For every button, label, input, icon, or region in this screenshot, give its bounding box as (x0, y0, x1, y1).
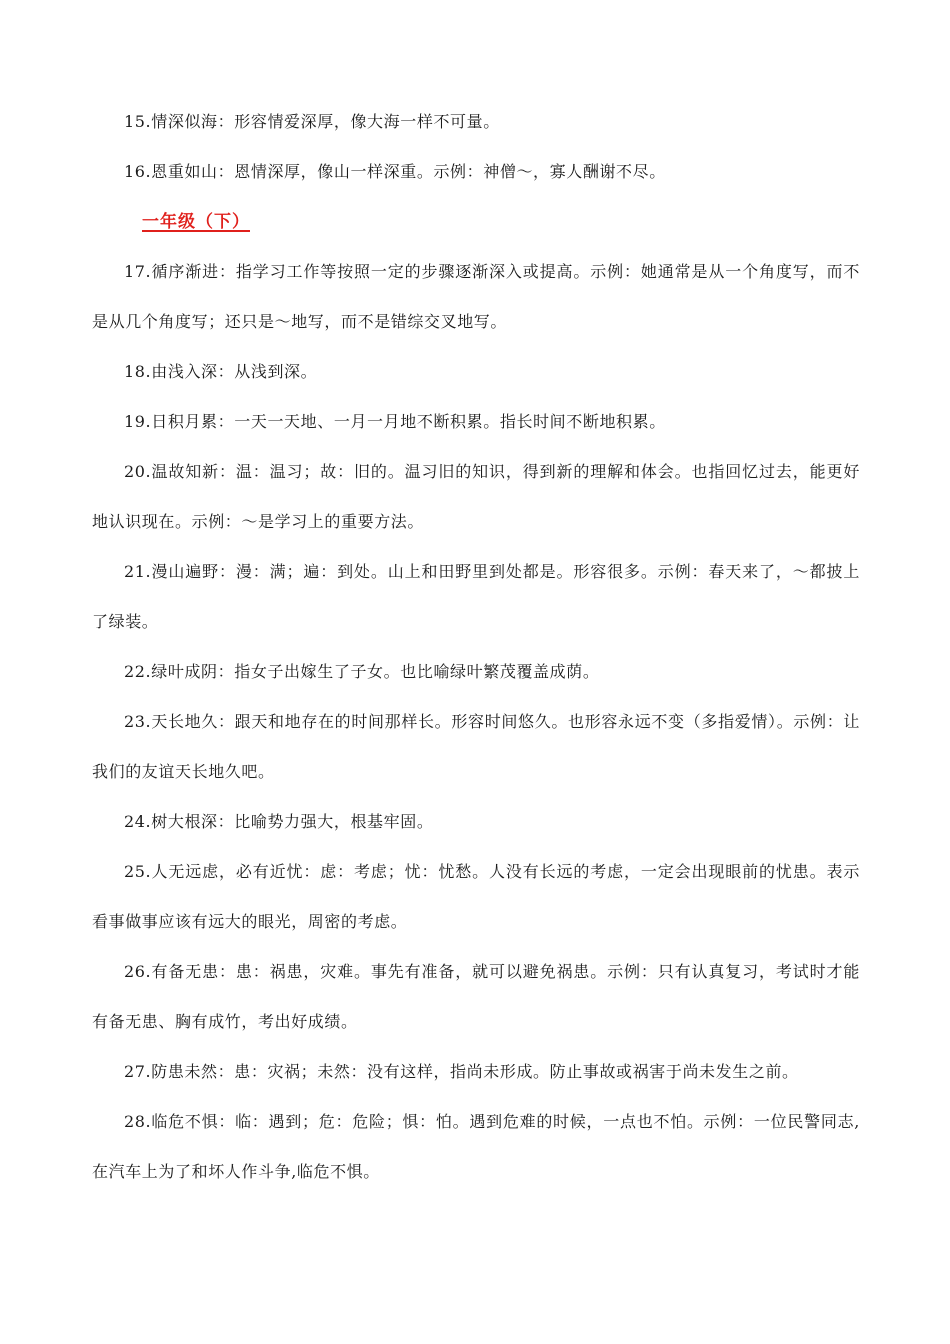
idiom-entry-18: 18.由浅入深：从浅到深。 (124, 362, 318, 381)
idiom-entry-17: 17.循序渐进：指学习工作等按照一定的步骤逐渐深入或提高。示例：她通常是从一个角度写，而不是从几个角度写；还只是～地写，而不是错综交叉地写。 (92, 262, 860, 331)
idiom-list (92, 97, 860, 1197)
idiom-entry-20: 20.温故知新：温：温习；故：旧的。温习旧的知识，得到新的理解和体会。也指回忆过去，能更好地认识现在。示例：～是学习上的重要方法。 (92, 462, 860, 531)
idiom-entry-19: 19.日积月累：一天一天地、一月一月地不断积累。指长时间不断地积累。 (124, 412, 666, 431)
idiom-entry-27: 27.防患未然：患：灾祸；未然：没有这样，指尚未形成。防止事故或祸害于尚未发生之前。 (124, 1062, 799, 1081)
idiom-entry-21: 21.漫山遍野：漫：满；遍：到处。山上和田野里到处都是。形容很多。示例：春天来了，～都披上了绿装。 (92, 562, 860, 631)
idiom-entry-16: 16.恩重如山：恩情深厚，像山一样深重。示例：神僧～，寡人酬谢不尽。 (124, 162, 666, 181)
idiom-entry-25: 25.人无远虑，必有近忧：虑：考虑；忧：忧愁。人没有长远的考虑，一定会出现眼前的忧患。表示看事做事应该有远大的眼光，周密的考虑。 (92, 862, 860, 931)
idiom-entry-15: 15.情深似海：形容情爱深厚，像大海一样不可量。 (124, 112, 500, 131)
idiom-entry-23: 23.天长地久：跟天和地存在的时间那样长。形容时间悠久。也形容永远不变（多指爱情）。示例：让我们的友谊天长地久吧。 (92, 712, 860, 781)
idiom-entry-26: 26.有备无患：患：祸患，灾难。事先有准备，就可以避免祸患。示例：只有认真复习，考试时才能有备无患、胸有成竹，考出好成绩。 (92, 962, 860, 1031)
idiom-entry-28: 28.临危不惧：临：遇到；危：危险；惧：怕。遇到危难的时候，一点也不怕。示例：一位民警同志,在汽车上为了和坏人作斗争,临危不惧。 (92, 1112, 860, 1181)
section-heading-grade1-second-semester (92, 197, 860, 247)
idiom-entry-22: 22.绿叶成阴：指女子出嫁生了子女。也比喻绿叶繁茂覆盖成荫。 (124, 662, 600, 681)
idiom-entry-24: 24.树大根深：比喻势力强大，根基牢固。 (124, 812, 434, 831)
section-heading-text: 一年级（下） (142, 212, 250, 232)
